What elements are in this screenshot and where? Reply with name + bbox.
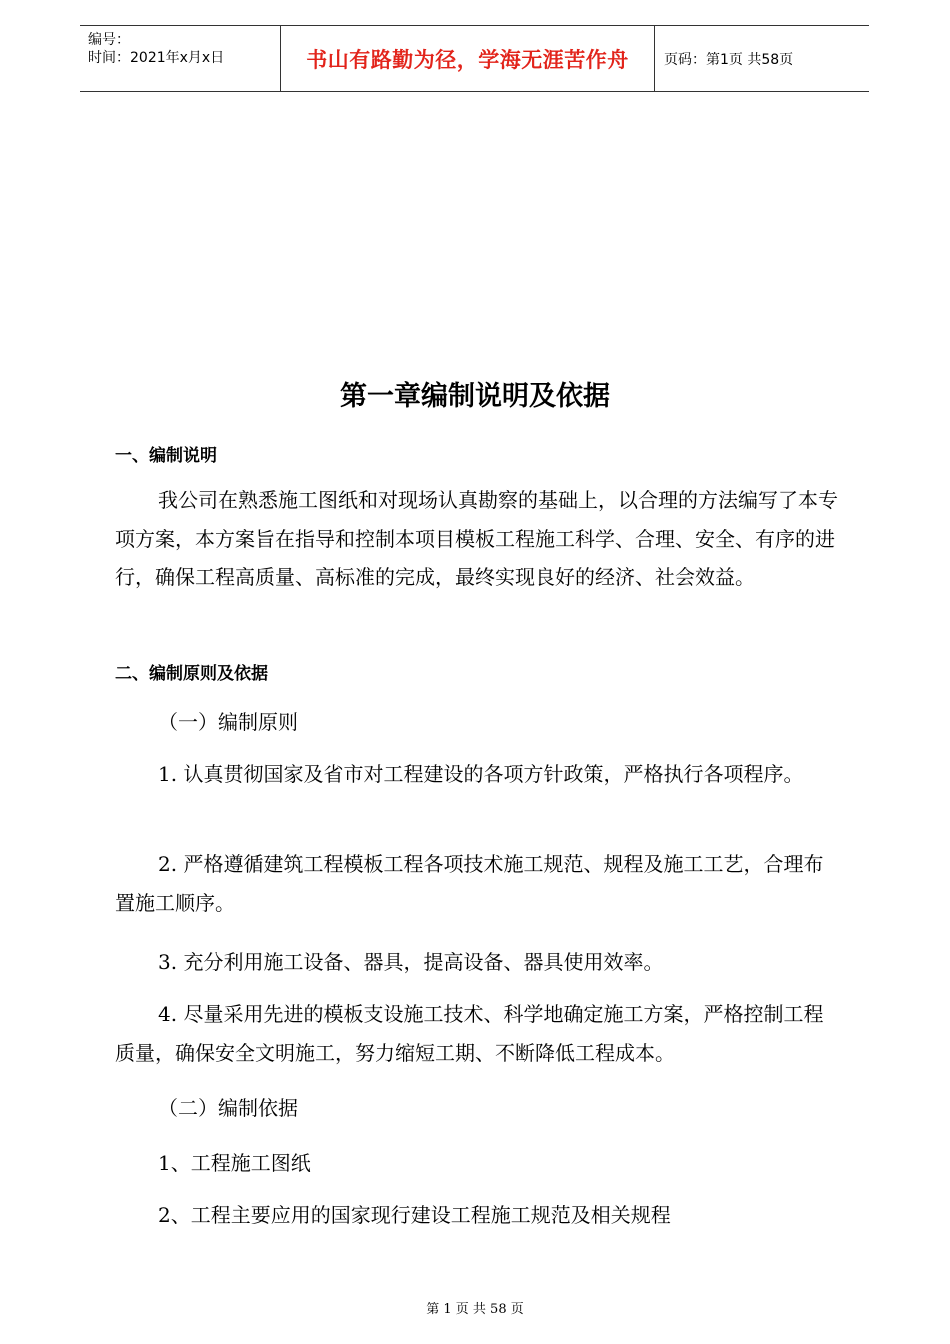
header-meta-cell — [80, 26, 281, 91]
principle-item: 3. 充分利用施工设备、器具，提高设备、器具使用效率。 — [158, 950, 664, 974]
document-time-label: 时间：2021年x月x日 — [88, 50, 225, 66]
subsection-heading-principles: （一）编制原则 — [158, 710, 298, 734]
section-heading-1: 一、编制说明 — [115, 446, 217, 466]
section-1-paragraph: 我公司在熟悉施工图纸和对现场认真勘察的基础上，以合理的方法编写了本专项方案，本方案旨在指导和控制本项目模板工程施工科学、合理、安全、有序的进行，确保工程高质量、高标准的完成，最终实现良好的经济、社会效益。 — [115, 488, 838, 589]
header-page-cell — [655, 26, 869, 91]
header-motto: 书山有路勤为径，学海无涯苦作舟 — [306, 47, 629, 72]
basis-item: 1、工程施工图纸 — [158, 1151, 311, 1175]
subsection-heading-basis: （二）编制依据 — [158, 1096, 298, 1120]
chapter-title: 第一章编制说明及依据 — [340, 381, 610, 412]
document-number-label: 编号： — [88, 32, 130, 48]
header-motto-cell — [281, 26, 655, 91]
section-heading-2: 二、编制原则及依据 — [115, 664, 268, 684]
basis-item: 2、工程主要应用的国家现行建设工程施工规范及相关规程 — [158, 1203, 671, 1227]
principle-item: 2. 严格遵循建筑工程模板工程各项技术施工规范、规程及施工工艺，合理布置施工顺序。 — [115, 852, 824, 915]
principle-item: 1. 认真贯彻国家及省市对工程建设的各项方针政策，严格执行各项程序。 — [158, 762, 804, 786]
principle-item: 4. 尽量采用先进的模板支设施工技术、科学地确定施工方案，严格控制工程质量，确保安全文明施工，努力缩短工期、不断降低工程成本。 — [115, 1002, 824, 1065]
header-page-info: 页码：第1页 共58页 — [664, 51, 794, 68]
page-header — [80, 25, 869, 92]
page-footer: 第 1 页 共 58 页 — [426, 1302, 524, 1317]
